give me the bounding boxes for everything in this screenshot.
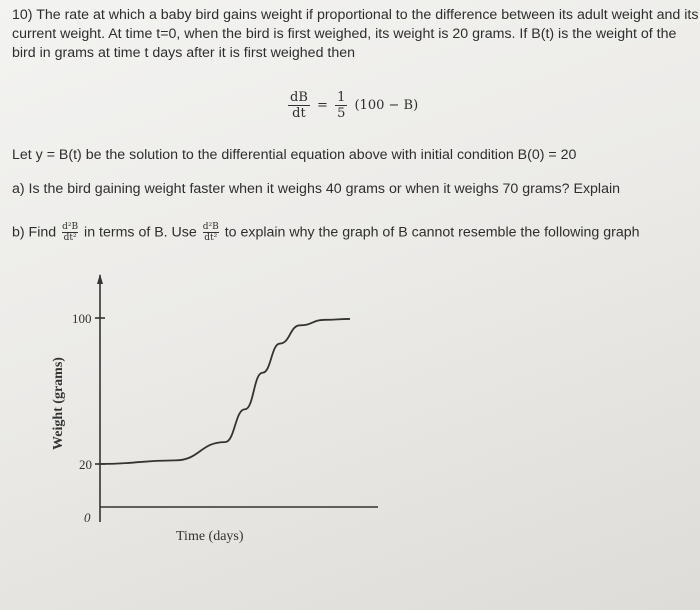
- d2-num-2: d²B: [202, 222, 219, 232]
- x-axis-label: Time (days): [176, 529, 244, 544]
- d2-den-2: dt²: [204, 233, 218, 243]
- d2-den: dt²: [63, 233, 77, 243]
- dbdt-den: dt: [288, 105, 310, 121]
- ytick-label-20: 20: [79, 457, 92, 472]
- d2-num: d²B: [62, 222, 79, 232]
- dbdt-num: dB: [290, 90, 308, 105]
- origin-label: 0: [84, 510, 91, 525]
- coef-den: 5: [337, 106, 346, 121]
- problem-intro: 10) The rate at which a baby bird gains weight if proportional to the difference between its adult weight and its current weight. At time t=0, when the bird is first weighed, its weight is 20 grams. If B(t) is the weight of the bird in grams at time t days after it is first weighed then: [12, 7, 699, 61]
- y-axis-arrow: [97, 274, 103, 284]
- equals-sign: =: [317, 98, 328, 113]
- ytick-label-100: 100: [72, 311, 92, 326]
- equation-rhs: (100 − B): [354, 98, 419, 113]
- part-b-find: b) Find: [12, 224, 57, 241]
- coef-num: 1: [337, 90, 346, 105]
- part-b-mid: in terms of B. Use: [84, 224, 197, 241]
- series-line: [100, 319, 350, 464]
- part-b-tail: to explain why the graph of B cannot resemble the following graph: [224, 224, 640, 241]
- y-axis-label: Weight (grams): [51, 357, 66, 450]
- part-a-question: a) Is the bird gaining weight faster when it weighs 40 grams or when it weighs 70 grams? Explain: [12, 181, 621, 197]
- let-y-statement: Let y = B(t) be the solution to the differential equation above with initial condition B(0) = 20: [12, 147, 577, 163]
